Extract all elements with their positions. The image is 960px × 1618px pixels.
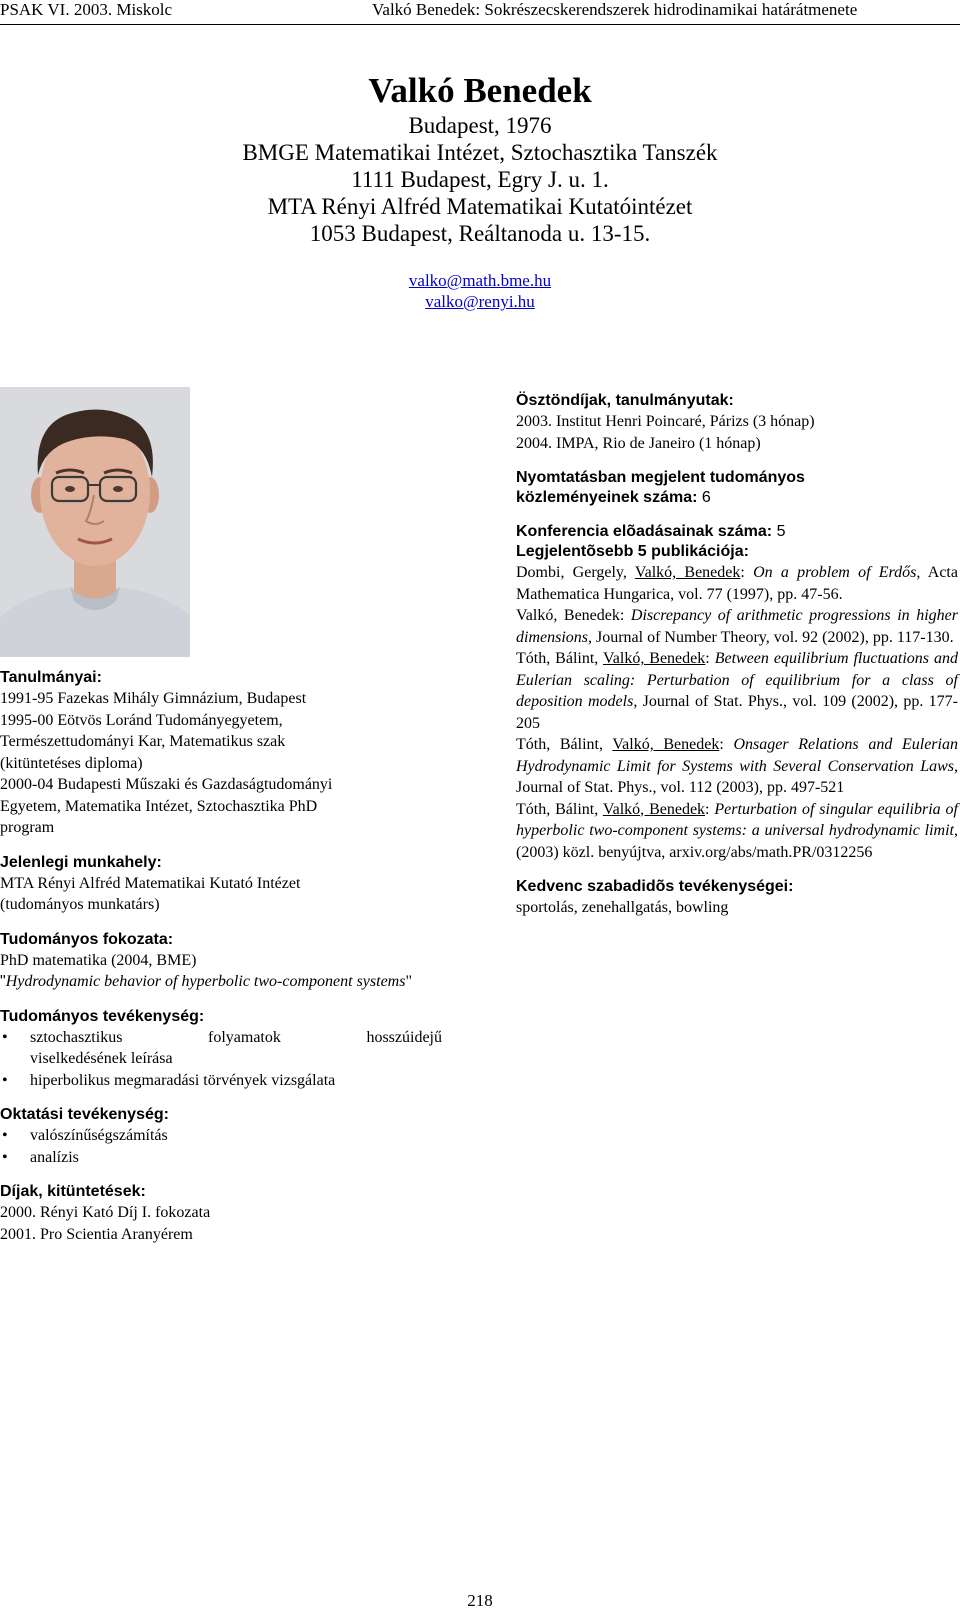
list-item: [0, 1027, 442, 1070]
awards-heading: Díjak, kitüntetések:: [0, 1183, 146, 1200]
research-word: folyamatok: [208, 1028, 281, 1046]
top-publications-heading: Legjelentõsebb 5 publikációja:: [516, 543, 749, 560]
studies-line: Természettudományi Kar, Matematikus szak: [0, 733, 286, 750]
studies-line: 1995-00 Eötvös Loránd Tudományegyetem,: [0, 711, 283, 729]
publications-count-label: közleményeinek száma:: [516, 489, 698, 506]
header-rule: [0, 24, 960, 25]
teaching-item: valószínűségszámítás: [30, 1127, 168, 1144]
address-1: 1111 Budapest, Egry J. u. 1.: [351, 167, 609, 192]
email-link-renyi[interactable]: valko@renyi.hu: [425, 292, 535, 311]
publication-item: [516, 605, 958, 648]
pub-title: Between equilibrium fluctuations and Eulerian scaling: Perturbation of equilibrium for a class of deposition models: [516, 650, 959, 710]
research-word: sztochasztikus: [30, 1028, 123, 1046]
publication-item: [516, 648, 958, 734]
thesis-open-quote: ": [0, 973, 6, 990]
conference-count-label: Konferencia elõadásainak száma:: [516, 523, 773, 540]
pub-sep: :: [705, 800, 715, 818]
portrait-photo: [0, 387, 190, 657]
scholarships-heading: Ösztöndíjak, tanulmányutak:: [516, 392, 734, 409]
person-name: Valkó Benedek: [368, 71, 592, 110]
address-2: 1053 Budapest, Reáltanoda u. 13-15.: [309, 221, 651, 246]
publication-item: [516, 799, 958, 864]
scholarship-line: 2004. IMPA, Rio de Janeiro (1 hónap): [516, 434, 761, 452]
teaching-item: analízis: [30, 1148, 79, 1166]
hobbies-line: sportolás, zenehallgatás, bowling: [516, 899, 729, 916]
birth-info: Budapest, 1976: [408, 113, 552, 138]
left-column: [0, 668, 442, 1245]
hobbies-heading: Kedvenc szabadidõs tevékenységei:: [516, 878, 794, 895]
research-word: hosszúidejű: [366, 1028, 442, 1046]
pub-sep: :: [740, 564, 754, 581]
running-header-right: Valkó Benedek: Sokrészecskerendszerek hidrodinamikai határátmenete: [372, 0, 858, 19]
email-link-bme[interactable]: valko@math.bme.hu: [408, 271, 552, 290]
studies-line: program: [0, 819, 55, 836]
affiliation-2: MTA Rényi Alfréd Matematikai Kutatóintézet: [267, 194, 693, 219]
list-item: [0, 1147, 442, 1169]
running-header-left: PSAK VI. 2003. Miskolc: [0, 0, 173, 19]
page-number: 218: [467, 1591, 493, 1610]
publications-count-heading: Nyomtatásban megjelent tudományos: [516, 469, 805, 486]
thesis-title: [0, 971, 442, 993]
studies-line: Egyetem, Matematika Intézet, Sztochasztika PhD: [0, 797, 318, 815]
pub-title: Onsager Relations and Eulerian Hydrodynamic Limit for Systems with Several Conservation Laws: [516, 736, 958, 775]
pub-authors: Valkó, Benedek: [516, 607, 620, 624]
workplace-heading: Jelenlegi munkahely:: [0, 853, 162, 871]
teaching-heading: Oktatási tevékenység:: [0, 1106, 169, 1123]
bullet-icon: •: [2, 1028, 8, 1046]
research-line: hiperbolikus megmaradási törvények vizsgálata: [30, 1071, 336, 1089]
conference-count-line: [516, 522, 958, 542]
pub-author-underlined: Valkó, Benedek: [612, 736, 720, 753]
bullet-icon: •: [2, 1071, 8, 1089]
scholarship-line: 2003. Institut Henri Poincaré, Párizs (3 hónap): [516, 413, 815, 430]
pub-sep: :: [705, 650, 715, 667]
thesis-close-quote: ": [405, 973, 412, 990]
list-item: [0, 1125, 442, 1147]
affiliation-1: BMGE Matematikai Intézet, Sztochasztika Tanszék: [242, 140, 718, 165]
award-line: 2000. Rényi Kató Díj I. fokozata: [0, 1204, 211, 1221]
publications-count-value: 6: [701, 489, 711, 506]
pub-rest: , (2003) közl. benyújtva, arxiv.org/abs/math.PR/0312256: [516, 822, 958, 861]
pub-title: On a problem of Erdős: [753, 564, 917, 581]
pub-authors: Tóth, Bálint,: [516, 800, 603, 818]
pub-sep: :: [719, 736, 734, 753]
degree-line: PhD matematika (2004, BME): [0, 951, 197, 969]
bullet-icon: •: [2, 1148, 8, 1166]
bullet-icon: •: [2, 1127, 8, 1144]
workplace-line: (tudományos munkatárs): [0, 896, 160, 913]
pub-rest: , Journal of Stat. Phys., vol. 112 (2003), pp. 497-521: [516, 757, 958, 796]
studies-line: (kitüntetéses diploma): [0, 754, 143, 772]
publication-item: [516, 734, 958, 799]
research-line: viselkedésének leírása: [30, 1050, 173, 1067]
studies-line: 1991-95 Fazekas Mihály Gimnázium, Budapest: [0, 690, 307, 707]
pub-title: Perturbation of singular equilibria of hyperbolic two-component systems: a universal hydrodynamic limit: [516, 800, 958, 839]
award-line: 2001. Pro Scientia Aranyérem: [0, 1225, 193, 1243]
right-column: [516, 391, 958, 919]
pub-authors: Dombi, Gergely,: [516, 564, 635, 581]
pub-author-underlined: Valkó, Benedek: [634, 564, 741, 581]
pub-rest: , Journal of Stat. Phys., vol. 109 (2002), pp. 177-205: [516, 693, 958, 732]
pub-sep: :: [619, 607, 631, 624]
workplace-line: MTA Rényi Alfréd Matematikai Kutató Intézet: [0, 874, 301, 892]
thesis-title-text: Hydrodynamic behavior of hyperbolic two-component systems: [5, 973, 406, 990]
studies-heading: Tanulmányai:: [0, 669, 102, 686]
studies-line: 2000-04 Budapesti Műszaki és Gazdaságtudományi: [0, 776, 333, 793]
publication-item: [516, 562, 958, 605]
research-heading: Tudományos tevékenység:: [0, 1007, 205, 1025]
pub-rest: , Journal of Number Theory, vol. 92 (2002), pp. 117-130.: [588, 628, 954, 646]
pub-authors: Tóth, Bálint,: [516, 736, 613, 753]
degree-heading: Tudományos fokozata:: [0, 930, 174, 948]
pub-authors: Tóth, Bálint,: [516, 650, 603, 667]
pub-rest: , Acta Mathematica Hungarica, vol. 77 (1997), pp. 47-56.: [516, 564, 958, 603]
conference-count-value: 5: [776, 523, 786, 540]
pub-author-underlined: Valkó, Benedek: [602, 800, 706, 818]
publications-count-line: [516, 488, 958, 508]
list-item: [0, 1070, 442, 1092]
pub-title: Discrepancy of arithmetic progressions in higher dimensions: [516, 607, 958, 646]
title-block: [80, 70, 880, 312]
pub-author-underlined: Valkó, Benedek: [602, 650, 706, 667]
